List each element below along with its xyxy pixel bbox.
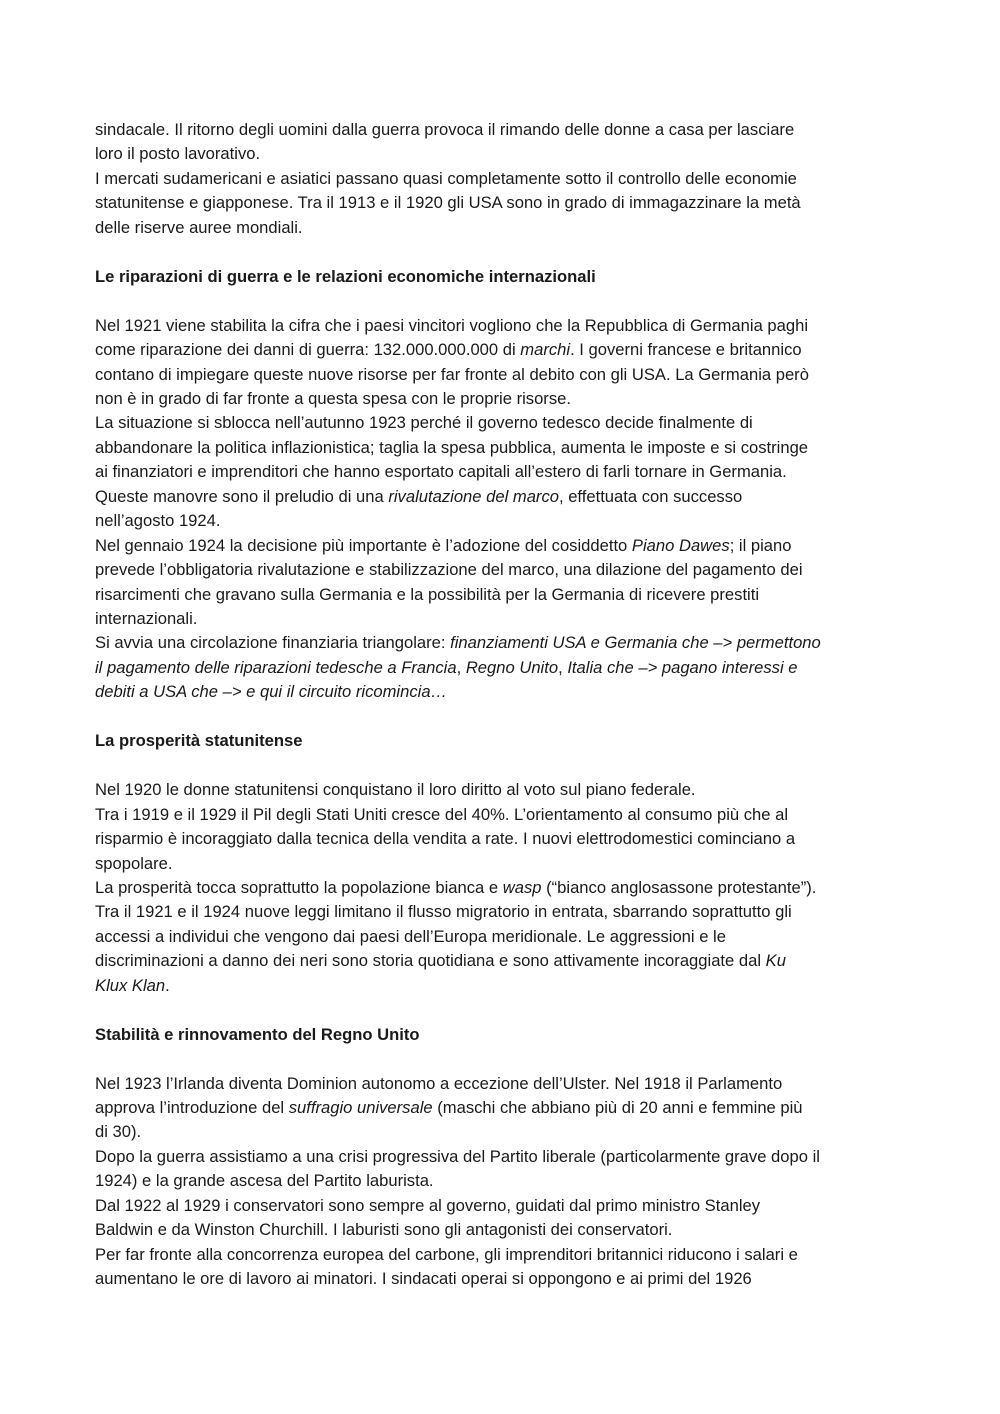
spacer xyxy=(95,240,910,264)
text-line: Dopo la guerra assistiamo a una crisi progressiva del Partito liberale (particolarmente grave dopo il xyxy=(95,1146,820,1166)
text-line: risparmio è incoraggiato dalla tecnica della vendita a rate. I nuovi elettrodomestici cominciano a xyxy=(95,829,796,849)
text-line: ai finanziatori e imprenditori che hanno esportato capitali all’estero di farli tornare in Germania. xyxy=(95,462,787,482)
text-line: spopolare. xyxy=(95,853,173,873)
section-heading-regno-unito: Stabilità e rinnovamento del Regno Unito xyxy=(95,1024,420,1044)
text-run: , effettuata con successo xyxy=(558,486,743,506)
spacer xyxy=(95,289,910,313)
italic-term: Italia che –> pagano interessi e xyxy=(567,657,798,677)
text-line xyxy=(95,631,910,655)
italic-term: Klux Klan xyxy=(95,975,166,995)
italic-term: marchi xyxy=(520,340,571,360)
text-line: Tra il 1921 e il 1924 nuove leggi limitano il flusso migratorio in entrata, sbarrando soprattutto gli xyxy=(95,902,792,922)
text-line: Tra i 1919 e il 1929 il Pil degli Stati Uniti cresce del 40%. L’orientamento al consumo più che al xyxy=(95,804,789,824)
text-run: . I governi francese e britannico xyxy=(570,340,802,360)
section-heading-riparazioni: Le riparazioni di guerra e le relazioni economiche internazionali xyxy=(95,266,596,286)
text-line: Dal 1922 al 1929 i conservatori sono sempre al governo, guidati dal primo ministro Stanley xyxy=(95,1195,761,1215)
text-run: come riparazione dei danni di guerra: 132.000.000.000 di xyxy=(95,340,521,360)
text-line: accessi a individui che vengono dai paesi dell’Europa meridionale. Le aggressioni e le xyxy=(95,926,726,946)
text-line: La situazione si sblocca nell’autunno 1923 perché il governo tedesco decide finalmente di xyxy=(95,413,753,433)
text-line: Per far fronte alla concorrenza europea del carbone, gli imprenditori britannici riducono i salari e xyxy=(95,1244,798,1264)
text-line xyxy=(95,534,910,558)
text-line: I mercati sudamericani e asiatici passano quasi completamente sotto il controllo delle economie xyxy=(95,168,797,188)
text-line: nell’agosto 1924. xyxy=(95,511,221,531)
text-line: non è in grado di far fronte a questa spesa con le proprie risorse. xyxy=(95,388,571,408)
italic-term: finanziamenti USA e Germania che –> permettono xyxy=(450,633,821,653)
spacer xyxy=(95,754,910,778)
spacer xyxy=(95,1047,910,1071)
text-run: (maschi che abbiano più di 20 anni e femmine più xyxy=(432,1098,803,1118)
intro-paragraph xyxy=(95,118,910,240)
text-line xyxy=(95,1096,910,1120)
text-line: risarcimenti che gravano sulla Germania e la possibilità per la Germania di ricevere prestiti xyxy=(95,584,760,604)
text-run: discriminazioni a danno dei neri sono storia quotidiana e sono attivamente incoraggiate dal xyxy=(95,951,766,971)
text-run: , xyxy=(456,657,466,677)
text-line: Nel 1923 l’Irlanda diventa Dominion autonomo a eccezione dell’Ulster. Nel 1918 il Parlamento xyxy=(95,1073,783,1093)
text-line xyxy=(95,949,910,973)
text-line xyxy=(95,974,910,998)
text-run: Si avvia una circolazione finanziaria triangolare: xyxy=(95,633,451,653)
text-line: Nel 1920 le donne statunitensi conquistano il loro diritto al voto sul piano federale. xyxy=(95,780,696,800)
italic-term: Piano Dawes xyxy=(631,535,730,555)
text-line: prevede l’obbligatoria rivalutazione e stabilizzazione del marco, una dilazione del pagamento dei xyxy=(95,560,803,580)
section-body-prosperita xyxy=(95,778,910,998)
text-run: approva l’introduzione del xyxy=(95,1098,289,1118)
text-run: (“bianco anglosassone protestante”). xyxy=(541,877,817,897)
text-run: , xyxy=(558,657,568,677)
section-body-regno-unito xyxy=(95,1072,910,1292)
italic-term: il pagamento delle riparazioni tedesche a Francia xyxy=(95,657,457,677)
text-run: . xyxy=(165,975,170,995)
text-line: delle riserve auree mondiali. xyxy=(95,217,303,237)
text-line: Baldwin e da Winston Churchill. I laburisti sono gli antagonisti dei conservatori. xyxy=(95,1220,673,1240)
text-line: statunitense e giapponese. Tra il 1913 e il 1920 gli USA sono in grado di immagazzinare la metà xyxy=(95,193,801,213)
text-line: aumentano le ore di lavoro ai minatori. I sindacati operai si oppongono e ai primi del 1926 xyxy=(95,1269,752,1289)
text-line xyxy=(95,656,910,680)
italic-term: suffragio universale xyxy=(288,1098,433,1118)
italic-term: Ku xyxy=(765,951,786,971)
italic-term: Regno Unito xyxy=(465,657,559,677)
italic-term: wasp xyxy=(502,877,542,897)
italic-term: rivalutazione del marco xyxy=(388,486,559,506)
section-body-riparazioni xyxy=(95,314,910,705)
spacer xyxy=(95,705,910,729)
text-line: Nel 1921 viene stabilita la cifra che i paesi vincitori vogliono che la Repubblica di Germania paghi xyxy=(95,315,809,335)
text-line xyxy=(95,876,910,900)
text-run: La prosperità tocca soprattutto la popolazione bianca e xyxy=(95,877,503,897)
text-line: internazionali. xyxy=(95,609,198,629)
section-heading-prosperita: La prosperità statunitense xyxy=(95,731,303,751)
spacer xyxy=(95,998,910,1022)
text-line xyxy=(95,485,910,509)
text-line xyxy=(95,680,910,704)
text-run: Nel gennaio 1924 la decisione più importante è l’adozione del cosiddetto xyxy=(95,535,632,555)
text-line: 1924) e la grande ascesa del Partito laburista. xyxy=(95,1171,434,1191)
text-line: sindacale. Il ritorno degli uomini dalla guerra provoca il rimando delle donne a casa per lasciare xyxy=(95,120,795,139)
text-line: contano di impiegare queste nuove risorse per far fronte al debito con gli USA. La Germania però xyxy=(95,364,809,384)
text-line: di 30). xyxy=(95,1122,142,1142)
text-line: loro il posto lavorativo. xyxy=(95,144,261,164)
text-line xyxy=(95,338,910,362)
italic-term: debiti a USA che –> e qui il circuito ricomincia… xyxy=(95,682,448,702)
text-line: abbandonare la politica inflazionistica; taglia la spesa pubblica, aumenta le imposte e si costringe xyxy=(95,437,809,457)
text-run: Queste manovre sono il preludio di una xyxy=(95,486,389,506)
document-page xyxy=(95,118,910,1292)
text-run: ; il piano xyxy=(729,535,792,555)
